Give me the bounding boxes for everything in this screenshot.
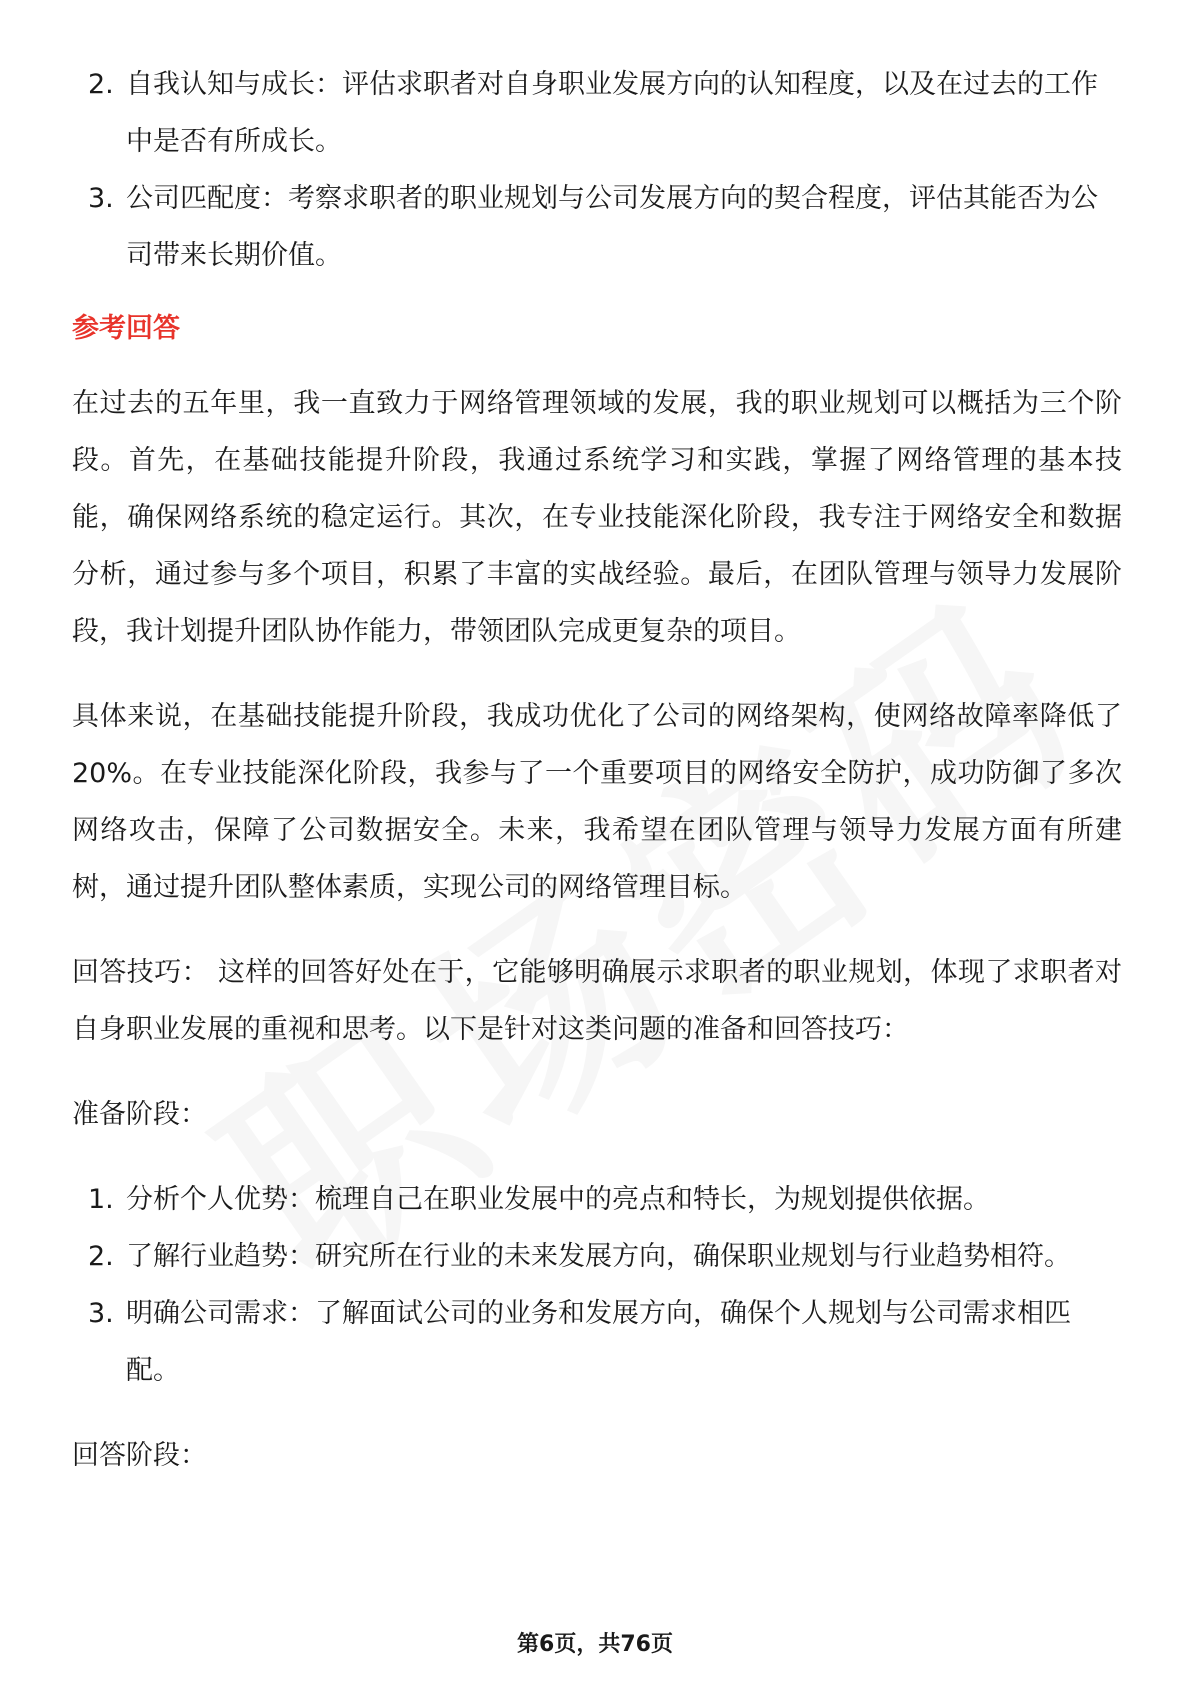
answer-paragraph: 在过去的五年里，我一直致力于网络管理领域的发展，我的职业规划可以概括为三个阶段。首先，在基础技能提升阶段，我通过系统学习和实践，掌握了网络管理的基本技能，确保网络系统的稳定运行。其次，在专业技能深化阶段，我专注于网络安全和数据分析，通过参与多个项目，积累了丰富的实战经验。最后，在团队管理与领导力发展阶段，我计划提升团队协作能力，带领团队完成更复杂的项目。: [72, 388, 1122, 647]
list-item: [72, 1171, 1122, 1228]
list-item-text: 公司匹配度：考察求职者的职业规划与公司发展方向的契合程度，评估其能否为公司带来长期价值。: [126, 183, 1098, 271]
list-item: [72, 1228, 1122, 1285]
list-number: 2.: [88, 1241, 114, 1272]
evaluation-criteria-list: [72, 56, 1122, 284]
list-item-text: 明确公司需求：了解面试公司的业务和发展方向，确保个人规划与公司需求相匹配。: [126, 1298, 1071, 1386]
list-item: [72, 56, 1122, 170]
reference-answer-heading: 参考回答: [72, 313, 180, 344]
list-number: 3.: [88, 1298, 114, 1329]
list-number: 1.: [88, 1184, 114, 1215]
answer-paragraph: 具体来说，在基础技能提升阶段，我成功优化了公司的网络架构，使网络故障率降低了20%。在专业技能深化阶段，我参与了一个重要项目的网络安全防护，成功防御了多次网络攻击，保障了公司数据安全。未来，我希望在团队管理与领导力发展方面有所建树，通过提升团队整体素质，实现公司的网络管理目标。: [72, 701, 1122, 903]
list-item-text: 分析个人优势：梳理自己在职业发展中的亮点和特长，为规划提供依据。: [126, 1184, 990, 1215]
preparation-stage-label: 准备阶段：: [72, 1099, 207, 1130]
list-item: [72, 1285, 1122, 1399]
page-number-footer: 第6页，共76页: [517, 1632, 673, 1657]
list-number: 3.: [88, 183, 114, 214]
list-item: [72, 170, 1122, 284]
list-item-text: 自我认知与成长：评估求职者对自身职业发展方向的认知程度，以及在过去的工作中是否有所成长。: [126, 69, 1098, 157]
preparation-list: [72, 1171, 1122, 1399]
list-number: 2.: [88, 69, 114, 100]
page-content: [72, 56, 1122, 1512]
answer-stage-label: 回答阶段：: [72, 1440, 207, 1471]
list-item-text: 了解行业趋势：研究所在行业的未来发展方向，确保职业规划与行业趋势相符。: [126, 1241, 1071, 1272]
tips-paragraph: 回答技巧： 这样的回答好处在于，它能够明确展示求职者的职业规划，体现了求职者对自身职业发展的重视和思考。以下是针对这类问题的准备和回答技巧：: [72, 957, 1122, 1045]
